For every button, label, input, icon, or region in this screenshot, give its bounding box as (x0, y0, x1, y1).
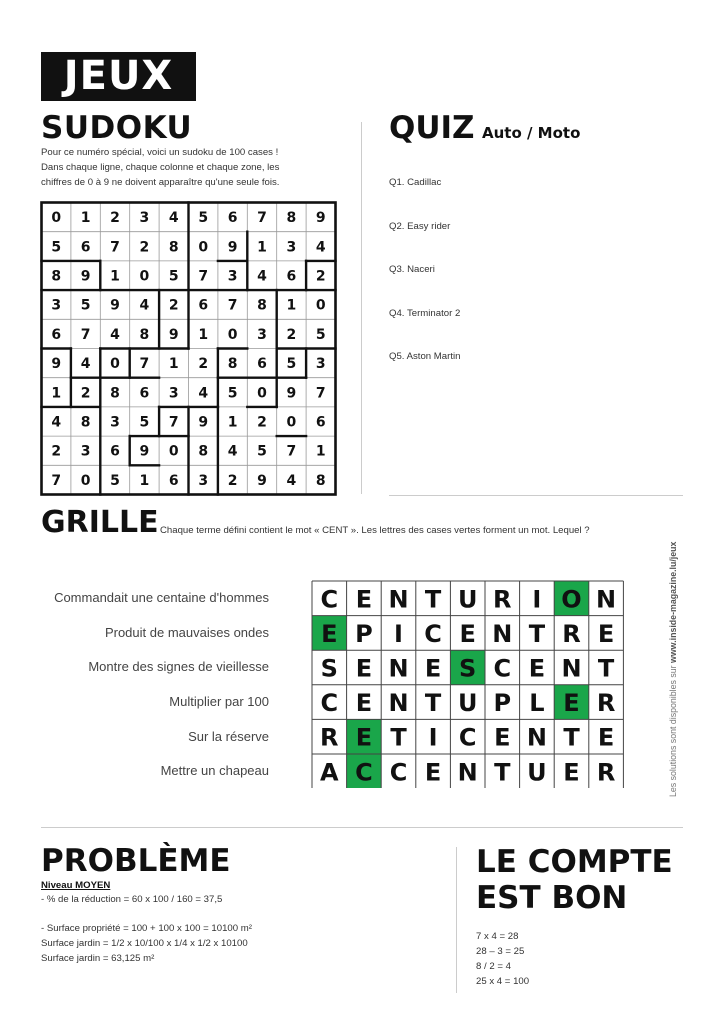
word-letter: U (457, 689, 478, 718)
sudoku-cell: 9 (227, 239, 238, 256)
sudoku-cell: 3 (139, 210, 150, 227)
sudoku-cell: 9 (51, 356, 62, 373)
word-letter: C (355, 758, 373, 787)
sudoku-cell: 3 (51, 297, 62, 314)
word-letter: L (529, 689, 545, 718)
sudoku-cell: 6 (315, 414, 326, 431)
grille-clue: Commandait une centaine d'hommes (54, 590, 269, 605)
sudoku-cell: 3 (168, 385, 179, 402)
quiz-answer: Q4. Terminator 2 (389, 308, 461, 319)
sudoku-cell: 9 (168, 326, 179, 343)
sudoku-cell: 5 (139, 414, 150, 431)
sudoku-cell: 5 (51, 239, 62, 256)
sudoku-cell: 4 (198, 385, 209, 402)
word-letter: N (388, 689, 409, 718)
word-letter: E (355, 689, 373, 718)
sudoku-cell: 7 (257, 210, 267, 227)
sudoku-cell: 3 (198, 472, 209, 489)
word-letter: R (562, 619, 581, 648)
word-letter: U (527, 758, 547, 787)
word-letter: N (388, 654, 409, 683)
sudoku-cell: 2 (168, 297, 179, 314)
word-letter: E (355, 723, 373, 752)
compte-title-line: LE COMPTE (476, 844, 673, 880)
sudoku-cell: 2 (51, 443, 62, 460)
word-letter: U (457, 585, 478, 614)
sudoku-intro-line: Pour ce numéro spécial, voici un sudoku de 100 cases ! (41, 147, 279, 158)
sudoku-cell: 9 (315, 210, 326, 227)
sudoku-cell: 9 (198, 414, 209, 431)
word-grid (311, 580, 624, 788)
sudoku-cell: 3 (257, 326, 267, 343)
sudoku-cell: 7 (168, 414, 179, 431)
sudoku-cell: 6 (227, 210, 238, 227)
sudoku-cell: 2 (286, 326, 297, 343)
word-letter: T (390, 723, 407, 752)
sudoku-cell: 4 (227, 443, 238, 460)
grille-clue: Multiplier par 100 (169, 694, 269, 709)
sudoku-cell: 4 (168, 210, 179, 227)
probleme-level: Niveau MOYEN (41, 880, 111, 891)
probleme-line: Surface jardin = 63,125 m² (41, 953, 155, 964)
quiz-answer: Q3. Naceri (389, 264, 435, 275)
word-letter: R (493, 585, 512, 614)
quiz-answer: Q5. Aston Martin (389, 351, 461, 362)
sudoku-cell: 5 (315, 326, 326, 343)
sudoku-cell: 5 (110, 472, 120, 489)
word-letter: T (494, 758, 511, 787)
sudoku-cell: 3 (315, 356, 326, 373)
word-letter: P (493, 689, 512, 718)
word-letter: N (388, 585, 409, 614)
quiz-answer: Q1. Cadillac (389, 177, 442, 188)
word-letter: N (526, 723, 547, 752)
sudoku-cell: 7 (110, 239, 120, 256)
sudoku-cell: 6 (51, 326, 62, 343)
sudoku-cell: 0 (80, 472, 91, 489)
sudoku-cell: 6 (80, 239, 91, 256)
sudoku-cell: 5 (198, 210, 209, 227)
grille-intro: Chaque terme défini contient le mot « CENT ». Les lettres des cases vertes forment un mot. Lequel ? (160, 525, 590, 536)
word-letter: I (394, 619, 403, 648)
sudoku-cell: 1 (198, 326, 209, 343)
sudoku-cell: 2 (198, 356, 209, 373)
sudoku-cell: 2 (315, 268, 326, 285)
word-letter: T (563, 723, 580, 752)
word-letter: C (424, 619, 442, 648)
sudoku-cell: 1 (168, 356, 179, 373)
sudoku-cell: 5 (257, 443, 267, 460)
word-letter: E (563, 758, 580, 787)
sudoku-cell: 9 (257, 472, 267, 489)
sudoku-cell: 8 (257, 297, 267, 314)
word-letter: E (355, 585, 373, 614)
sudoku-cell: 7 (80, 326, 91, 343)
word-letter: T (528, 619, 546, 648)
solutions-note-text: Les solutions sont disponibles sur (668, 663, 678, 797)
sudoku-cell: 9 (80, 268, 91, 285)
sudoku-cell: 1 (286, 297, 297, 314)
sudoku-cell: 1 (227, 414, 238, 431)
word-letter: E (321, 619, 338, 648)
sudoku-cell: 9 (286, 385, 297, 402)
sudoku-cell: 7 (198, 268, 209, 285)
sudoku-cell: 7 (139, 356, 150, 373)
solutions-link[interactable]: www.inside-magazine.lu/jeux (668, 541, 678, 663)
word-letter: E (459, 619, 476, 648)
sudoku-cell: 8 (110, 385, 120, 402)
compte-title (476, 844, 673, 916)
sudoku-cell: 6 (139, 385, 150, 402)
sudoku-cell: 7 (227, 297, 238, 314)
sudoku-cell: 4 (80, 356, 91, 373)
compte-line: 28 – 3 = 25 (476, 946, 525, 957)
sudoku-cell: 8 (198, 443, 209, 460)
word-letter: R (320, 723, 339, 752)
sudoku-cell: 0 (286, 414, 297, 431)
grille-clue: Montre des signes de vieillesse (88, 659, 269, 674)
word-letter: E (528, 654, 546, 683)
sudoku-cell: 7 (286, 443, 297, 460)
sudoku-grid (40, 201, 337, 496)
sudoku-cell: 0 (257, 385, 267, 402)
sudoku-cell: 5 (168, 268, 179, 285)
word-letter: R (596, 689, 616, 718)
word-letter: T (597, 654, 615, 683)
word-letter: E (424, 654, 442, 683)
sudoku-cell: 1 (110, 268, 120, 285)
divider (389, 495, 683, 496)
sudoku-cell: 6 (168, 472, 179, 489)
word-letter: C (458, 723, 477, 752)
word-letter: I (532, 585, 542, 614)
word-letter: R (596, 758, 616, 787)
sudoku-cell: 0 (168, 443, 179, 460)
compte-title-line: EST BON (476, 880, 628, 916)
sudoku-cell: 5 (227, 385, 238, 402)
sudoku-cell: 1 (315, 443, 326, 460)
word-letter: P (355, 619, 373, 648)
sudoku-cell: 8 (168, 239, 179, 256)
word-letter: E (424, 758, 442, 787)
grille-clue: Produit de mauvaises ondes (104, 625, 269, 640)
sudoku-cell: 2 (257, 414, 267, 431)
sudoku-cell: 8 (80, 414, 91, 431)
word-letter: T (424, 689, 442, 718)
sudoku-cell: 3 (227, 268, 238, 285)
word-letter: C (320, 689, 339, 718)
sudoku-title: SUDOKU (41, 110, 193, 146)
sudoku-cell: 1 (80, 210, 91, 227)
sudoku-cell: 3 (80, 443, 91, 460)
sudoku-intro (41, 145, 307, 190)
word-letter: N (457, 758, 478, 787)
word-letter: E (563, 689, 580, 718)
divider (41, 827, 683, 828)
sudoku-cell: 6 (110, 443, 120, 460)
sudoku-cell: 5 (80, 297, 91, 314)
probleme-line: Surface jardin = 1/2 x 10/100 x 1/4 x 1/2 x 10100 (41, 938, 248, 949)
probleme-title: PROBLÈME (41, 843, 231, 879)
sudoku-cell: 4 (257, 268, 267, 285)
word-letter: E (597, 619, 615, 648)
solutions-note (668, 542, 678, 797)
probleme-line: - Surface propriété = 100 + 100 x 100 = 10100 m² (41, 923, 252, 934)
sudoku-cell: 4 (139, 297, 150, 314)
quiz-answer: Q2. Easy rider (389, 221, 451, 232)
probleme-line: - % de la réduction = 60 x 100 / 160 = 37,5 (41, 894, 223, 905)
sudoku-cell: 7 (315, 385, 326, 402)
sudoku-cell: 1 (139, 472, 150, 489)
sudoku-cell: 2 (227, 472, 238, 489)
grille-clue: Mettre un chapeau (160, 763, 269, 778)
sudoku-cell: 6 (257, 356, 267, 373)
sudoku-cell: 0 (227, 326, 238, 343)
sudoku-cell: 2 (80, 385, 91, 402)
word-letter: N (492, 619, 513, 648)
divider (456, 847, 457, 993)
word-letter: A (320, 758, 339, 787)
sudoku-cell: 4 (315, 239, 326, 256)
sudoku-cell: 1 (51, 385, 62, 402)
sudoku-cell: 0 (139, 268, 150, 285)
sudoku-cell: 8 (51, 268, 62, 285)
sudoku-cell: 2 (110, 210, 120, 227)
compte-line: 8 / 2 = 4 (476, 961, 511, 972)
word-letter: E (355, 654, 373, 683)
grille-clue: Sur la réserve (188, 729, 269, 744)
sudoku-cell: 6 (286, 268, 297, 285)
word-letter: S (320, 654, 338, 683)
word-letter: C (493, 654, 512, 683)
sudoku-cell: 2 (139, 239, 150, 256)
sudoku-cell: 1 (257, 239, 267, 256)
sudoku-cell: 0 (51, 210, 62, 227)
word-letter: N (561, 654, 582, 683)
word-letter: N (596, 585, 617, 614)
quiz-title: QUIZ (389, 110, 475, 146)
word-letter: T (424, 585, 442, 614)
quiz-subtitle: Auto / Moto (482, 124, 581, 142)
sudoku-cell: 8 (286, 210, 297, 227)
compte-line: 7 x 4 = 28 (476, 931, 519, 942)
sudoku-cell: 3 (286, 239, 297, 256)
sudoku-cell: 0 (110, 356, 120, 373)
sudoku-cell: 7 (51, 472, 62, 489)
sudoku-cell: 3 (110, 414, 120, 431)
grille-title: GRILLE (41, 505, 159, 540)
jeux-banner: JEUX (41, 52, 196, 101)
word-letter: O (561, 585, 582, 614)
sudoku-cell: 8 (227, 356, 238, 373)
sudoku-cell: 6 (198, 297, 209, 314)
sudoku-cell: 4 (286, 472, 297, 489)
sudoku-cell: 8 (139, 326, 150, 343)
sudoku-cell: 5 (286, 356, 297, 373)
sudoku-cell: 9 (139, 443, 150, 460)
sudoku-intro-line: chiffres de 0 à 9 ne doivent apparaître qu'une seule fois. (41, 177, 280, 188)
sudoku-cell: 4 (110, 326, 120, 343)
word-letter: S (459, 654, 477, 683)
word-letter: C (389, 758, 408, 787)
sudoku-cell: 0 (315, 297, 326, 314)
word-letter: I (428, 723, 438, 752)
word-letter: E (494, 723, 511, 752)
sudoku-cell: 4 (51, 414, 62, 431)
sudoku-cell: 0 (198, 239, 209, 256)
sudoku-intro-line: Dans chaque ligne, chaque colonne et chaque zone, les (41, 162, 280, 173)
divider (361, 122, 362, 494)
sudoku-cell: 9 (110, 297, 120, 314)
word-letter: E (597, 723, 615, 752)
compte-line: 25 x 4 = 100 (476, 976, 530, 987)
word-letter: C (320, 585, 339, 614)
sudoku-cell: 8 (315, 472, 326, 489)
